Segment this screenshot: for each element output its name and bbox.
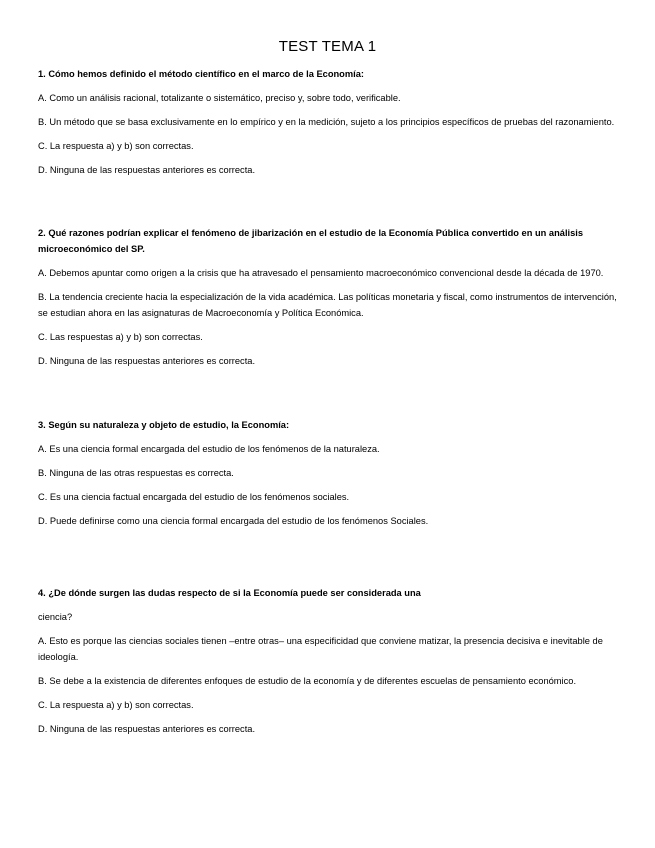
- question-3-option-a: A. Es una ciencia formal encargada del estudio de los fenómenos de la naturaleza.: [38, 444, 380, 454]
- question-2-option-d: D. Ninguna de las respuestas anteriores es correcta.: [38, 356, 256, 366]
- question-1-option-b: B. Un método que se basa exclusivamente en lo empírico y en la medición, sujeto a los principios específicos de pruebas del razonamiento.: [38, 117, 615, 127]
- question-2-option-c: C. Las respuestas a) y b) son correctas.: [38, 332, 203, 342]
- question-4-option-c: C. La respuesta a) y b) son correctas.: [38, 700, 194, 710]
- question-2-option-b: B. La tendencia creciente hacia la especialización de la vida académica. Las políticas monetaria y fiscal, como instrumentos de intervención, se estudian ahora en las asignaturas de Macroeconomía y Política Económica.: [38, 292, 617, 318]
- question-1-option-d: D. Ninguna de las respuestas anteriores es correcta.: [38, 165, 256, 175]
- question-2: [38, 225, 618, 369]
- question-4-subtitle: ciencia?: [38, 612, 73, 622]
- question-4-option-d: D. Ninguna de las respuestas anteriores es correcta.: [38, 724, 256, 734]
- page-title: TEST TEMA 1: [278, 38, 377, 55]
- question-3-title: 3. Según su naturaleza y objeto de estudio, la Economía:: [38, 420, 290, 430]
- question-1: [38, 66, 618, 178]
- question-3-option-d: D. Puede definirse como una ciencia formal encargada del estudio de los fenómenos Sociales.: [38, 516, 429, 526]
- question-4-option-b: B. Se debe a la existencia de diferentes enfoques de estudio de la economía y de diferentes escuelas de pensamiento económico.: [38, 676, 577, 686]
- question-4-title: 4. ¿De dónde surgen las dudas respecto de si la Economía puede ser considerada una: [38, 588, 421, 598]
- question-1-title: 1. Cómo hemos definido el método científico en el marco de la Economía:: [38, 69, 364, 79]
- question-3: [38, 417, 618, 529]
- question-2-option-a: A. Debemos apuntar como origen a la crisis que ha atravesado el pensamiento macroeconómico convencional desde la década de 1970.: [38, 268, 604, 278]
- question-2-title: 2. Qué razones podrían explicar el fenómeno de jibarización en el estudio de la Economía Pública convertido en un análisis microeconómico del SP.: [38, 228, 584, 254]
- question-4: [38, 585, 618, 737]
- question-3-option-b: B. Ninguna de las otras respuestas es correcta.: [38, 468, 234, 478]
- question-3-option-c: C. Es una ciencia factual encargada del estudio de los fenómenos sociales.: [38, 492, 350, 502]
- question-4-option-a: A. Esto es porque las ciencias sociales tienen –entre otras– una especificidad que conviene matizar, la presencia decisiva e inevitable de ideología.: [38, 636, 603, 662]
- question-1-option-a: A. Como un análisis racional, totalizante o sistemático, preciso y, sobre todo, verificable.: [38, 93, 401, 103]
- question-1-option-c: C. La respuesta a) y b) son correctas.: [38, 141, 194, 151]
